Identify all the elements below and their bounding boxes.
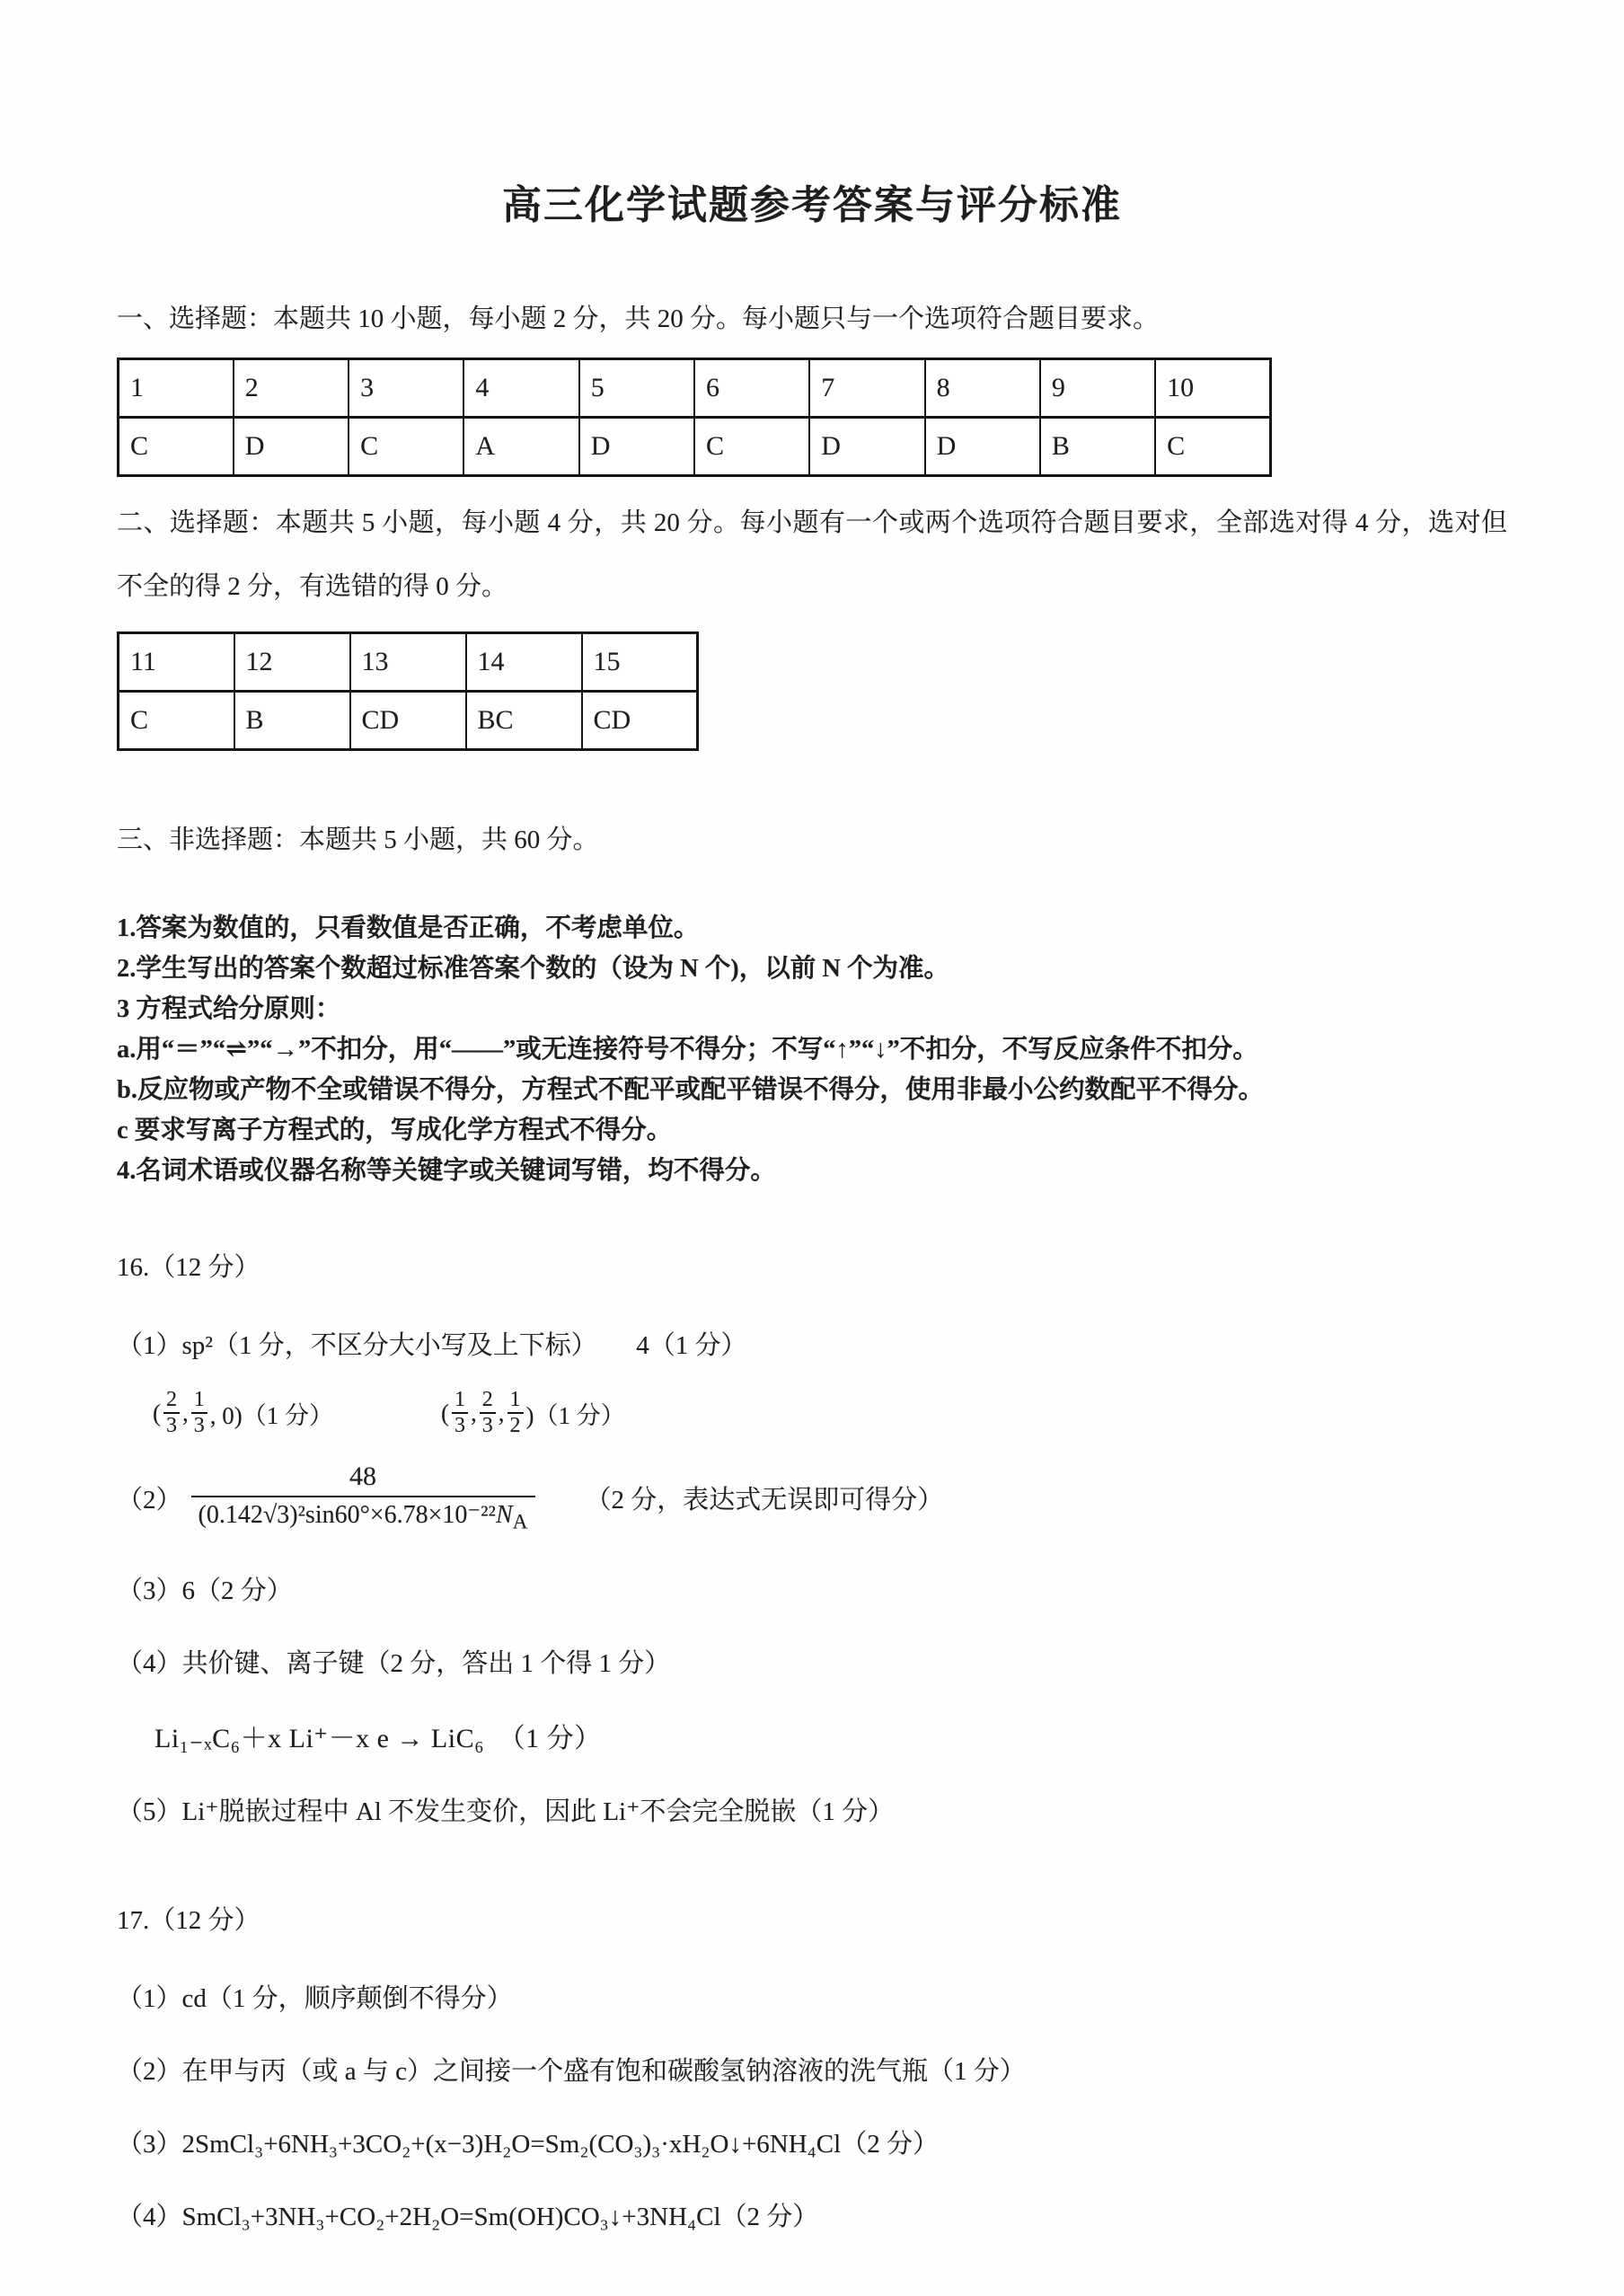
answer-cell: D <box>579 417 694 475</box>
coord-open: ( <box>441 1399 449 1426</box>
answer-cell: C <box>119 417 234 475</box>
q16-answer-4: （4）共价键、离子键（2 分，答出 1 个得 1 分） <box>117 1649 671 1679</box>
question-16-block <box>117 1247 1507 1828</box>
question-17-block <box>117 1900 1507 2233</box>
scoring-note-3: 3 方程式给分原则： <box>117 995 341 1024</box>
scoring-note-2: 2.学生写出的答案个数超过标准答案个数的（设为 N 个)，以前 N 个为准。 <box>117 955 950 984</box>
question-number-cell: 15 <box>582 632 698 691</box>
coord-separator: , <box>182 1399 189 1426</box>
scoring-note-3a: a.用“＝”“⇌”“→”不扣分，用“——”或无连接符号不得分；不写“↑”“↓”不扣分，不写反应条件不扣分。 <box>117 1036 1258 1064</box>
answer-row <box>119 417 1271 475</box>
fraction: $\frac{2}{3}$ <box>480 1389 496 1437</box>
answer-cell: D <box>925 417 1040 475</box>
fraction: $\frac{2}{3}$ <box>163 1389 180 1437</box>
answer-cell: D <box>809 417 924 475</box>
question-number-cell: 9 <box>1040 358 1155 417</box>
answer-cell: CD <box>582 691 698 749</box>
question-number-cell: 12 <box>234 632 350 691</box>
question-number-cell: 10 <box>1155 358 1270 417</box>
q16-answer-3: （3）6（2 分） <box>117 1576 293 1606</box>
question-number-cell: 14 <box>466 632 582 691</box>
avogadro-subscript: A <box>512 1510 528 1534</box>
question-16-heading: 16.（12 分） <box>117 1253 260 1283</box>
answer-cell: BC <box>466 691 582 749</box>
question-number-cell: 8 <box>925 358 1040 417</box>
question-17-heading: 17.（12 分） <box>117 1906 260 1936</box>
question-number-row <box>119 358 1271 417</box>
section-3-heading: 三、非选择题：本题共 5 小题，共 60 分。 <box>117 825 599 854</box>
question-number-cell: 6 <box>694 358 809 417</box>
answer-cell: B <box>234 691 350 749</box>
question-number-cell: 3 <box>349 358 463 417</box>
fraction-denominator: $(0.142√3)^2\sin 60^\circ\times 6.78\times 10^{-22}N_A$ <box>191 1496 535 1534</box>
fraction: $\frac{1}{3}$ <box>452 1389 468 1437</box>
q17-answer-4-equation: （4）SmCl₃+3NH₃+CO₂+2H₂O=Sm(OH)CO₃↓+3NH₄Cl（2 分） <box>117 2203 819 2232</box>
q16-electrode-equation: Li₁₋ₓC₆＋x Li⁺－x e → LiC₆ （1 分） <box>154 1724 602 1754</box>
question-number-row <box>119 632 698 691</box>
q17-answer-1: （1）cd（1 分，顺序颠倒不得分） <box>117 1984 513 2014</box>
formula-score-note: （2 分，表达式无误即可得分） <box>585 1486 944 1515</box>
q16-answer-1: （1）sp²（1 分，不区分大小写及上下标） 4（1 分） <box>117 1331 747 1361</box>
fraction-numerator: 48 <box>349 1461 376 1491</box>
scoring-note-1: 1.答案为数值的，只看数值是否正确，不考虑单位。 <box>117 914 700 943</box>
section-2-heading: 二、选择题：本题共 5 小题，每小题 4 分，共 20 分。每小题有一个或两个选项符合题目要求，全部选对得 4 分，选对但不全的得 2 分，有选错的得 0 分。 <box>117 508 1507 601</box>
coord-close: , 0)（1 分） <box>209 1401 333 1429</box>
answer-table-1-10 <box>117 358 1272 477</box>
answer-row <box>119 691 698 749</box>
question-number-cell: 4 <box>463 358 578 417</box>
avogadro-symbol: N <box>495 1501 513 1530</box>
item-label: （2） <box>117 1486 182 1515</box>
q16-answer-5: （5）Li⁺脱嵌过程中 Al 不发生变价，因此 Li⁺不会完全脱嵌（1 分） <box>117 1797 895 1827</box>
coord-open: ( <box>153 1399 161 1426</box>
question-number-cell: 7 <box>809 358 924 417</box>
question-number-cell: 13 <box>350 632 466 691</box>
question-number-cell: 5 <box>579 358 694 417</box>
answer-cell: C <box>119 691 234 749</box>
answer-cell: CD <box>350 691 466 749</box>
fraction: $\frac{1}{2}$ <box>508 1389 524 1437</box>
answer-cell: C <box>349 417 463 475</box>
answer-cell: C <box>694 417 809 475</box>
answer-cell: C <box>1155 417 1270 475</box>
q16-answer-2 <box>117 1461 1507 1535</box>
q17-answer-2: （2）在甲与丙（或 a 与 c）之间接一个盛有饱和碳酸氢钠溶液的洗气瓶（1 分） <box>117 2057 1026 2087</box>
answer-cell: A <box>463 417 578 475</box>
question-number-cell: 11 <box>119 632 234 691</box>
section-1-heading: 一、选择题：本题共 10 小题，每小题 2 分，共 20 分。每小题只与一个选项符合题目要求。 <box>117 305 1160 333</box>
coord-close: )（1 分） <box>525 1401 625 1429</box>
scoring-note-3b: b.反应物或产物不全或错误不得分，方程式不配平或配平错误不得分，使用非最小公约数配平不得分。 <box>117 1076 1264 1105</box>
density-formula-fraction <box>191 1461 535 1535</box>
scoring-note-3c: c 要求写离子方程式的，写成化学方程式不得分。 <box>117 1117 673 1145</box>
answer-cell: B <box>1040 417 1155 475</box>
question-number-cell: 2 <box>234 358 349 417</box>
scoring-notes <box>117 908 1507 1191</box>
coord-separator: , <box>498 1399 505 1426</box>
fraction: $\frac{1}{3}$ <box>191 1389 207 1437</box>
scoring-note-4: 4.名词术语或仪器名称等关键字或关键词写错，均不得分。 <box>117 1157 776 1186</box>
page-title: 高三化学试题参考答案与评分标准 <box>502 183 1122 227</box>
answer-cell: D <box>234 417 349 475</box>
coord-separator: , <box>471 1399 477 1426</box>
q16-coordinates-line <box>153 1389 1507 1437</box>
answer-table-11-15 <box>117 631 699 751</box>
question-number-cell: 1 <box>119 358 234 417</box>
q17-answer-3-equation: （3）2SmCl₃+6NH₃+3CO₂+(x−3)H₂O=Sm₂(CO₃)₃·xH₂O↓+6NH₄Cl（2 分） <box>117 2130 939 2159</box>
